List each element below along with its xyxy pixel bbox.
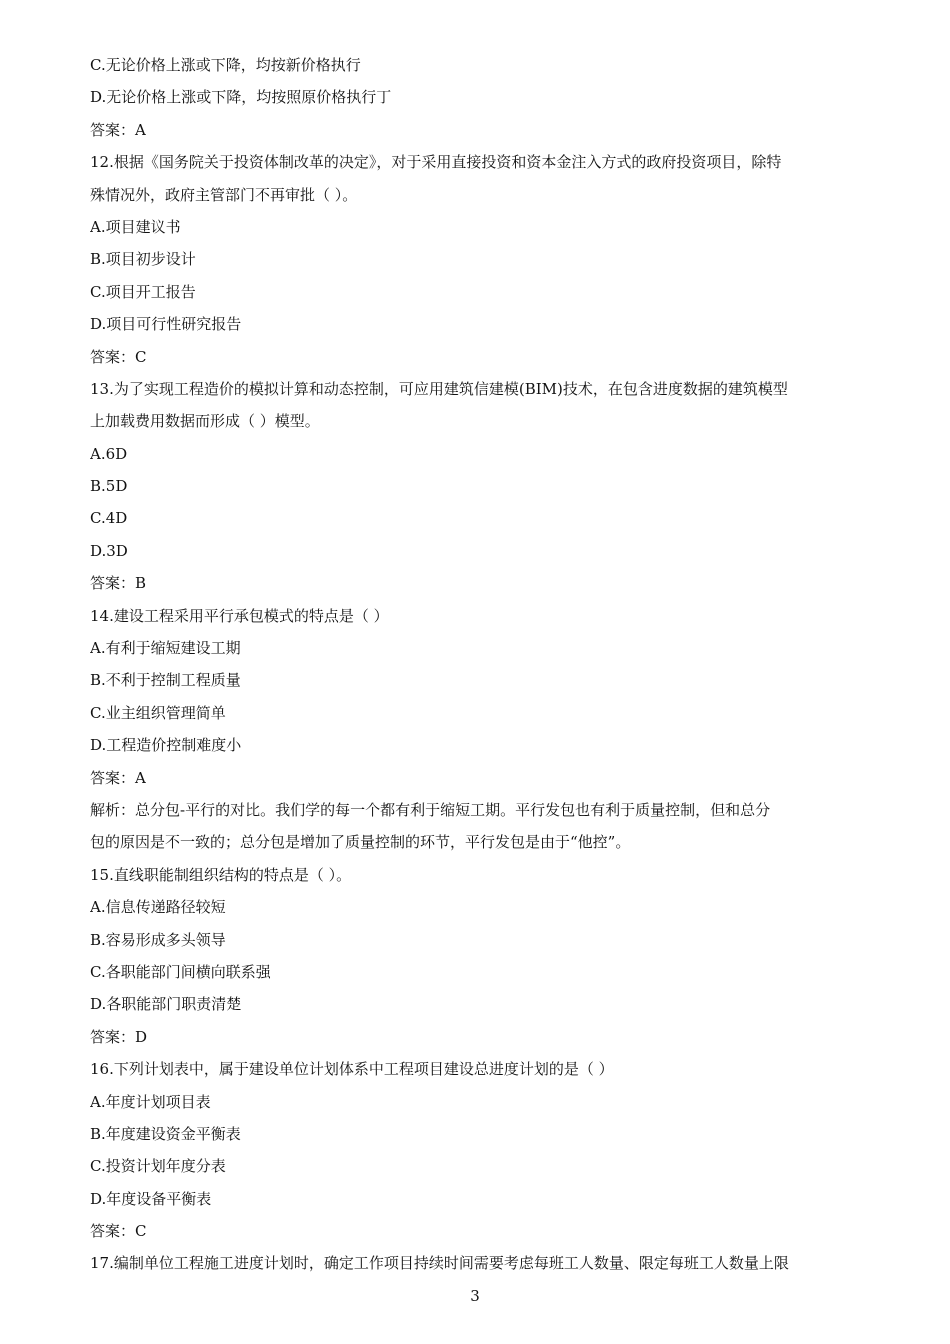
text-line: A.年度计划项目表: [90, 1092, 211, 1111]
text-line: A.6D: [90, 444, 128, 463]
text-line: 13.为了实现工程造价的模拟计算和动态控制，可应用建筑信建模(BIM)技术，在包含进度数据的建筑模型: [90, 379, 788, 398]
text-line: 答案：A: [90, 768, 146, 787]
text-line: A.信息传递路径较短: [90, 898, 226, 917]
text-line: B.项目初步设计: [90, 250, 196, 269]
text-line: 答案：D: [90, 1027, 148, 1046]
text-line: D.工程造价控制难度小: [90, 736, 242, 755]
text-line: B.5D: [90, 477, 128, 496]
page-number: 3: [470, 1287, 480, 1305]
text-line: 答案：C: [90, 1222, 147, 1241]
text-line: D.年度设备平衡表: [90, 1189, 212, 1208]
text-line: B.年度建设资金平衡表: [90, 1124, 241, 1143]
text-line: 17.编制单位工程施工进度计划时，确定工作项目持续时间需要考虑每班工人数量、限定每班工人数量上限: [90, 1254, 789, 1273]
text-line: C.4D: [90, 509, 128, 528]
text-line: D.各职能部门职责清楚: [90, 995, 242, 1014]
text-line: A.有利于缩短建设工期: [90, 639, 241, 658]
text-line: 12.根据《国务院关于投资体制改革的决定》，对于采用直接投资和资本金注入方式的政府投资项目，除特: [90, 153, 782, 172]
text-line: C.各职能部门间横向联系强: [90, 962, 271, 981]
text-line: 答案：A: [90, 120, 146, 139]
text-line: D.项目可行性研究报告: [90, 315, 242, 334]
text-line: 答案：C: [90, 347, 147, 366]
text-line: D.无论价格上涨或下降，均按照原价格执行丁: [90, 88, 392, 107]
text-line: C.无论价格上涨或下降，均按新价格执行: [90, 56, 361, 74]
document-page: [90, 49, 870, 1280]
text-line: A.项目建议书: [90, 217, 181, 236]
text-line: C.业主组织管理简单: [90, 703, 226, 722]
text-line: B.不利于控制工程质量: [90, 671, 241, 690]
text-line: 14.建设工程采用平行承包模式的特点是（ ）: [90, 606, 389, 625]
text-line: 16.下列计划表中，属于建设单位计划体系中工程项目建设总进度计划的是（ ）: [90, 1060, 614, 1079]
text-line: 包的原因是不一致的；总分包是增加了质量控制的环节，平行发包是由于“他控”。: [90, 833, 631, 852]
text-line: 上加载费用数据而形成（ ）模型。: [90, 412, 320, 431]
text-line: 15.直线职能制组织结构的特点是（ ）。: [90, 865, 352, 884]
text-line: C.投资计划年度分表: [90, 1157, 226, 1176]
text-line: B.容易形成多头领导: [90, 930, 226, 949]
text-line: D.3D: [90, 541, 128, 560]
text-line: 解析：总分包-平行的对比。我们学的每一个都有利于缩短工期。平行发包也有利于质量控制，但和总分: [90, 800, 771, 819]
text-line: 殊情况外，政府主管部门不再审批（ ）。: [90, 185, 358, 204]
text-line: C.项目开工报告: [90, 282, 196, 301]
text-line: 答案：B: [90, 574, 147, 593]
